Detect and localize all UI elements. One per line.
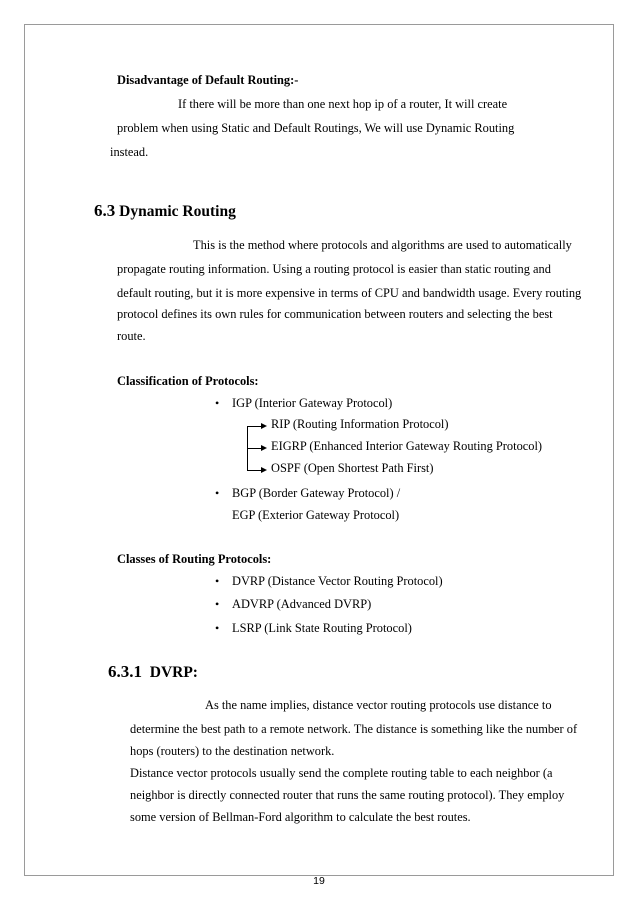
list-item-dvrp: DVRP (Distance Vector Routing Protocol) — [232, 574, 443, 588]
section-title: Dynamic Routing — [119, 203, 236, 220]
section-title: DVRP: — [149, 664, 198, 681]
paragraph-line: determine the best path to a remote network. The distance is something like the number of — [130, 722, 578, 736]
bullet-icon: • — [215, 621, 220, 635]
paragraph-line: default routing, but it is more expensive in terms of CPU and bandwidth usage. Every routing — [117, 286, 582, 300]
disadvantage-heading: Disadvantage of Default Routing:- — [117, 73, 299, 87]
bullet-icon: • — [215, 574, 220, 588]
paragraph-line: hops (routers) to the destination network. — [130, 744, 335, 758]
list-item-rip: RIP (Routing Information Protocol) — [271, 417, 449, 431]
bullet-icon: • — [215, 597, 220, 611]
classification-heading: Classification of Protocols: — [117, 374, 259, 388]
arrow-right-icon — [261, 423, 267, 429]
page-number: 19 — [313, 875, 325, 887]
bullet-icon: • — [215, 486, 220, 500]
section-heading-6-3 — [94, 201, 236, 221]
list-item-igp: IGP (Interior Gateway Protocol) — [232, 396, 393, 410]
paragraph-line: protocol defines its own rules for communication between routers and selecting the best — [117, 307, 553, 321]
arrow-right-icon — [261, 445, 267, 451]
paragraph-line: As the name implies, distance vector routing protocols use distance to — [205, 698, 552, 712]
list-item-bgp: BGP (Border Gateway Protocol) / — [232, 486, 401, 500]
list-item-advrp: ADVRP (Advanced DVRP) — [232, 597, 372, 611]
paragraph-line: Distance vector protocols usually send the complete routing table to each neighbor (a — [130, 766, 553, 780]
paragraph-line: propagate routing information. Using a routing protocol is easier than static routing and — [117, 262, 551, 276]
section-number: 6.3 — [94, 201, 116, 220]
paragraph-line: This is the method where protocols and algorithms are used to automatically — [193, 238, 572, 252]
classes-heading: Classes of Routing Protocols: — [117, 552, 272, 566]
list-item-lsrp: LSRP (Link State Routing Protocol) — [232, 621, 412, 635]
list-item-egp: EGP (Exterior Gateway Protocol) — [232, 508, 400, 522]
disadvantage-line: If there will be more than one next hop ip of a router, It will create — [178, 97, 508, 111]
section-heading-6-3-1 — [108, 662, 198, 682]
paragraph-line: route. — [117, 329, 146, 343]
disadvantage-line: problem when using Static and Default Routings, We will use Dynamic Routing — [117, 121, 515, 135]
bullet-icon: • — [215, 396, 220, 410]
list-item-eigrp: EIGRP (Enhanced Interior Gateway Routing Protocol) — [271, 439, 543, 453]
arrow-right-icon — [261, 467, 267, 473]
paragraph-line: some version of Bellman-Ford algorithm to calculate the best routes. — [130, 810, 471, 824]
disadvantage-line: instead. — [110, 145, 149, 159]
list-item-ospf: OSPF (Open Shortest Path First) — [271, 461, 434, 475]
section-number: 6.3.1 — [108, 662, 142, 681]
paragraph-line: neighbor is directly connected router that runs the same routing protocol). They employ — [130, 788, 565, 802]
